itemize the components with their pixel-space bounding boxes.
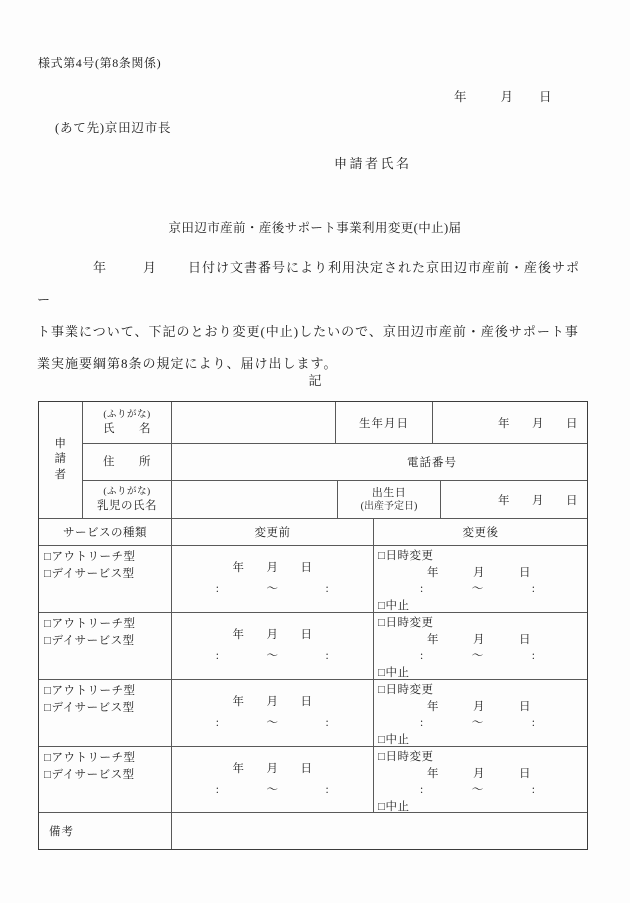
submission-date-line [454, 87, 552, 105]
phone-label: 電話番号 [407, 457, 457, 469]
cancel-checkbox: □中止 [378, 733, 410, 746]
remarks-label: 備考 [39, 813, 172, 849]
day-label: 日 [519, 700, 531, 713]
service-type-cell [39, 613, 172, 680]
service-row [39, 613, 587, 680]
range-tilde: ～ [471, 784, 484, 796]
name-input-area [172, 402, 336, 444]
service-type-cell [39, 680, 172, 747]
year-label: 年 [232, 562, 245, 574]
date-day-label: 日 [539, 90, 552, 104]
furigana-label: (ふりがな) [103, 410, 151, 420]
dayservice-type-checkbox: □デイサービス型 [44, 702, 135, 714]
year-label: 年 [427, 767, 439, 780]
month-label: 月 [473, 566, 485, 579]
service-type-cell [39, 546, 172, 613]
address-label: 住 所 [103, 456, 151, 468]
datetime-change-checkbox: □日時変更 [378, 617, 434, 629]
document-title: 京田辺市産前・産後サポート事業利用変更(中止)届 [168, 221, 462, 235]
time-colon: : [420, 650, 424, 662]
day-label: 日 [519, 767, 531, 780]
day-label: 日 [300, 762, 313, 775]
time-colon: : [215, 783, 220, 796]
infant-label-cell [83, 481, 172, 518]
cancel-checkbox: □中止 [378, 800, 410, 813]
day-label: 日 [566, 417, 578, 430]
expected-birth-day-label: (出産予定日) [360, 501, 418, 512]
service-row [39, 546, 587, 613]
month-label: 月 [532, 417, 544, 430]
birth-day-label: 出生日 [371, 487, 407, 499]
time-colon: : [531, 650, 536, 662]
service-row [39, 680, 587, 747]
applicant-vertical-label [39, 402, 83, 518]
time-colon: : [531, 583, 536, 595]
date-month-label: 月 [500, 90, 514, 104]
month-label: 月 [266, 562, 279, 574]
name-row [83, 402, 587, 444]
month-label: 月 [473, 700, 485, 713]
outreach-type-checkbox: □アウトリーチ型 [44, 685, 136, 697]
before-change-cell [172, 680, 374, 747]
time-colon: : [215, 583, 220, 595]
body-paragraph [37, 252, 593, 380]
after-change-cell [374, 680, 587, 747]
datetime-change-checkbox: □日時変更 [378, 550, 434, 562]
time-colon: : [531, 784, 536, 796]
applicant-char-3: 者 [54, 468, 67, 481]
paragraph-line-3: 業実施要綱第8条の規定により、届け出します。 [37, 356, 338, 371]
range-tilde: ～ [266, 717, 279, 729]
day-label: 日 [566, 494, 578, 507]
address-label-cell [83, 444, 172, 481]
before-change-cell [172, 613, 374, 680]
time-colon: : [325, 650, 330, 662]
after-change-cell [374, 747, 587, 813]
paragraph-line-1 [37, 252, 593, 316]
range-tilde: ～ [266, 650, 279, 662]
blank-month: 月 [143, 260, 158, 275]
after-change-header: 変更後 [374, 519, 587, 546]
address-row [83, 444, 587, 481]
range-tilde: ～ [471, 650, 484, 662]
cancel-checkbox: □中止 [378, 599, 410, 612]
remarks-input-area [172, 813, 587, 849]
year-label: 年 [427, 700, 439, 713]
infant-name-label: 乳児の氏名 [97, 500, 157, 512]
applicant-name-label: 申請者氏名 [334, 156, 412, 171]
infant-name-input-area [172, 481, 338, 518]
before-change-header: 変更前 [172, 519, 374, 546]
year-label: 年 [232, 696, 245, 708]
range-tilde: ～ [266, 583, 279, 595]
birthdate-input-area [433, 402, 587, 444]
applicant-char-2: 請 [54, 453, 67, 466]
time-colon: : [215, 717, 220, 729]
remarks-row [39, 813, 587, 849]
column-header-row [39, 519, 587, 546]
month-label: 月 [266, 629, 279, 641]
year-label: 年 [232, 762, 245, 775]
after-change-cell [374, 613, 587, 680]
month-label: 月 [266, 696, 279, 708]
dayservice-type-checkbox: □デイサービス型 [44, 568, 135, 580]
month-label: 月 [266, 762, 279, 775]
outreach-type-checkbox: □アウトリーチ型 [44, 618, 136, 630]
address-input-area [172, 444, 587, 481]
time-colon: : [531, 717, 536, 729]
ki-marker: 記 [308, 373, 322, 388]
infant-birthdate-label [338, 481, 441, 518]
month-label: 月 [473, 767, 485, 780]
before-change-cell [172, 546, 374, 613]
datetime-change-checkbox: □日時変更 [378, 751, 434, 763]
day-label: 日 [519, 633, 531, 646]
month-label: 月 [473, 633, 485, 646]
day-label: 日 [519, 566, 531, 579]
service-type-header: サービスの種類 [39, 519, 172, 546]
cancel-checkbox: □中止 [378, 666, 410, 679]
year-label: 年 [232, 629, 245, 641]
dayservice-type-checkbox: □デイサービス型 [44, 635, 135, 647]
day-label: 日 [300, 696, 313, 708]
name-label: 氏 名 [103, 423, 151, 435]
year-label: 年 [427, 566, 439, 579]
day-label: 日 [300, 629, 313, 641]
service-type-cell [39, 747, 172, 813]
outreach-type-checkbox: □アウトリーチ型 [44, 551, 136, 563]
year-label: 年 [498, 417, 510, 430]
blank-year: 年 [93, 260, 108, 275]
infant-birthdate-input-area [441, 481, 587, 518]
datetime-change-checkbox: □日時変更 [378, 684, 434, 696]
service-row [39, 747, 587, 813]
time-colon: : [420, 784, 424, 796]
date-year-label: 年 [454, 90, 467, 104]
paragraph-line-2: ト事業について、下記のとおり変更(中止)したいので、京田辺市産前・産後サポート事 [37, 324, 579, 339]
furigana-label: (ふりがな) [103, 487, 151, 497]
month-label: 月 [532, 494, 544, 507]
dayservice-type-checkbox: □デイサービス型 [44, 769, 135, 781]
time-colon: : [325, 583, 330, 595]
time-colon: : [215, 650, 220, 662]
range-tilde: ～ [471, 717, 484, 729]
year-label: 年 [427, 633, 439, 646]
applicant-section [39, 402, 587, 519]
paragraph-line-1-text: 日付け文書番号により利用決定された京田辺市産前・産後サポー [37, 260, 581, 307]
time-colon: : [325, 717, 330, 729]
after-change-cell [374, 546, 587, 613]
time-colon: : [420, 583, 424, 595]
form-number: 様式第4号(第8条関係) [38, 56, 162, 70]
time-colon: : [325, 783, 330, 796]
application-table [38, 401, 588, 850]
time-colon: : [420, 717, 424, 729]
name-label-cell [83, 402, 172, 444]
before-change-cell [172, 747, 374, 813]
applicant-char-1: 申 [54, 437, 67, 450]
range-tilde: ～ [266, 783, 279, 796]
birthdate-label: 生年月日 [336, 402, 433, 444]
outreach-type-checkbox: □アウトリーチ型 [44, 752, 136, 764]
addressee-line: (あて先)京田辺市長 [55, 121, 172, 135]
infant-row [83, 481, 587, 518]
year-label: 年 [498, 494, 510, 507]
range-tilde: ～ [471, 583, 484, 595]
day-label: 日 [300, 562, 313, 574]
